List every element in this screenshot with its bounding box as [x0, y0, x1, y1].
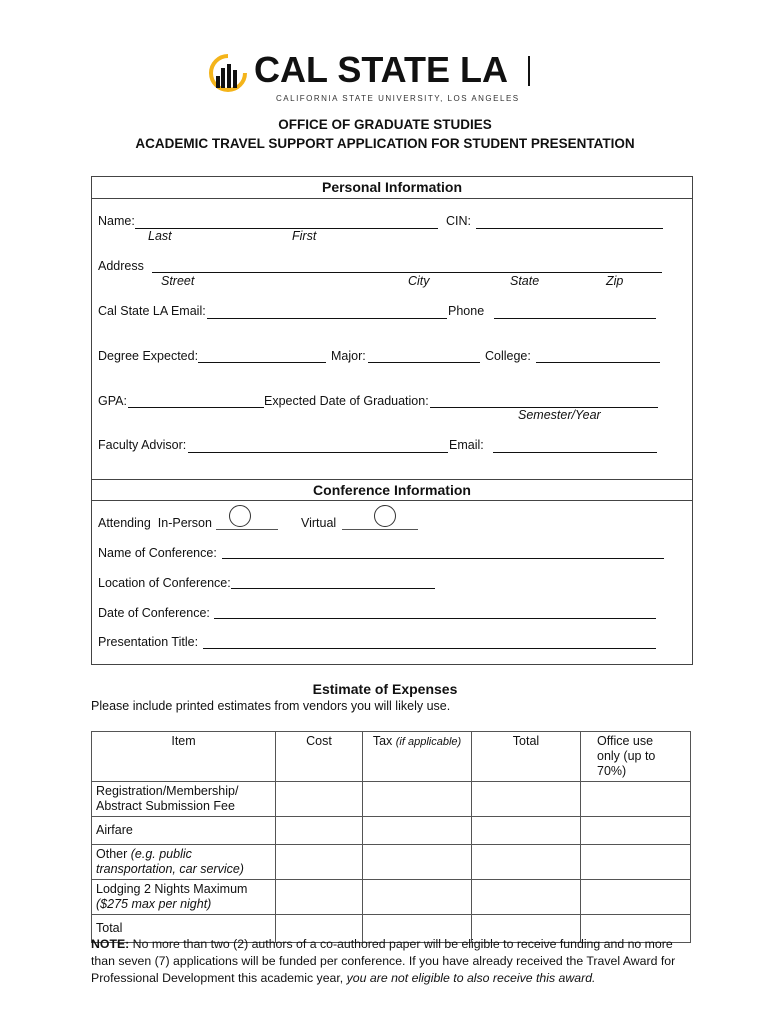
- note-label: NOTE:: [91, 937, 130, 951]
- office-cell: [581, 782, 691, 817]
- tax-cell[interactable]: [363, 880, 472, 915]
- cost-cell[interactable]: [276, 880, 363, 915]
- note-text: No more than two (2) authors of a co-authored paper will be eligible to receive funding and no more than seven (7) applications will be funded per conference. If you have already received the Travel Award for Professional Development this academic year,: [91, 937, 679, 985]
- row-airfare: Airfare: [92, 817, 276, 845]
- address-label: Address: [98, 259, 144, 273]
- in-person-radio[interactable]: [229, 505, 251, 527]
- row-other-note: (e.g. public transportation, car service): [96, 847, 244, 876]
- presentation-title-label: Presentation Title:: [98, 635, 199, 649]
- cost-cell[interactable]: [276, 845, 363, 880]
- email-label: Cal State LA Email:: [98, 304, 206, 318]
- cin-label: CIN:: [446, 214, 471, 228]
- tax-cell[interactable]: [363, 782, 472, 817]
- virtual-label: Virtual: [301, 516, 337, 530]
- address-field[interactable]: [152, 272, 662, 273]
- row-lodging: [92, 880, 276, 915]
- virtual-radio[interactable]: [374, 505, 396, 527]
- row-other: [92, 845, 276, 880]
- expenses-instruction: Please include printed estimates from vendors you will likely use.: [91, 699, 451, 713]
- advisor-field[interactable]: [188, 452, 448, 453]
- brand-name: CAL STATE LA: [254, 49, 508, 90]
- total-cell[interactable]: [472, 817, 581, 845]
- form-title: ACADEMIC TRAVEL SUPPORT APPLICATION FOR STUDENT PRESENTATION: [135, 136, 635, 151]
- row-lodging-label: Lodging 2 Nights Maximum: [96, 882, 248, 896]
- conference-top-divider: [91, 479, 693, 480]
- phone-label: Phone: [448, 304, 485, 318]
- first-hint: First: [292, 229, 317, 243]
- conference-section-title: Conference Information: [313, 482, 471, 498]
- conference-date-label: Date of Conference:: [98, 606, 210, 620]
- email-field[interactable]: [207, 318, 447, 319]
- gpa-field[interactable]: [128, 407, 264, 408]
- name-label: Name:: [98, 214, 135, 228]
- virtual-line: [342, 529, 418, 530]
- header-total: Total: [472, 732, 581, 782]
- graduation-label: Expected Date of Graduation:: [264, 394, 429, 408]
- expenses-table: [91, 731, 691, 943]
- office-cell: [581, 817, 691, 845]
- advisor-email-label: Email:: [449, 438, 484, 452]
- conference-title-divider: [91, 500, 693, 501]
- note-emphasis: you are not eligible to also receive this award.: [346, 971, 596, 985]
- presentation-title-field[interactable]: [203, 648, 656, 649]
- semester-hint: Semester/Year: [518, 408, 601, 422]
- table-row: [92, 880, 691, 915]
- table-row: [92, 845, 691, 880]
- major-field[interactable]: [368, 362, 480, 363]
- brand-tagline: CALIFORNIA STATE UNIVERSITY, LOS ANGELES: [276, 94, 520, 103]
- header-tax-note: (if applicable): [395, 736, 462, 748]
- major-label: Major:: [331, 349, 366, 363]
- degree-label: Degree Expected:: [98, 349, 199, 363]
- college-label: College:: [485, 349, 531, 363]
- funding-note: [91, 936, 691, 987]
- college-field[interactable]: [536, 362, 660, 363]
- header-office-use: Office use only (up to 70%): [581, 732, 691, 782]
- table-row: [92, 782, 691, 817]
- total-cell[interactable]: [472, 880, 581, 915]
- total-cell[interactable]: [472, 845, 581, 880]
- table-header-row: [92, 732, 691, 782]
- tax-cell[interactable]: [363, 845, 472, 880]
- degree-field[interactable]: [198, 362, 326, 363]
- advisor-email-field[interactable]: [493, 452, 657, 453]
- header-cost: Cost: [276, 732, 363, 782]
- advisor-label: Faculty Advisor:: [98, 438, 187, 452]
- state-hint: State: [510, 274, 540, 288]
- personal-section: [91, 176, 693, 665]
- row-total: Total: [92, 915, 276, 943]
- office-cell: [581, 880, 691, 915]
- street-hint: Street: [161, 274, 195, 288]
- personal-section-title: Personal Information: [321, 179, 463, 195]
- conference-location-label: Location of Conference:: [98, 576, 231, 590]
- zip-hint: Zip: [606, 274, 624, 288]
- cost-cell[interactable]: [276, 817, 363, 845]
- tax-cell[interactable]: [363, 817, 472, 845]
- conference-date-field[interactable]: [214, 618, 656, 619]
- header-tax-label: Tax: [372, 734, 393, 748]
- table-row: [92, 817, 691, 845]
- attending-label: Attending In-Person: [98, 516, 212, 530]
- gpa-label: GPA:: [98, 394, 127, 408]
- cost-cell[interactable]: [276, 782, 363, 817]
- phone-field[interactable]: [494, 318, 656, 319]
- row-lodging-note: ($275 max per night): [96, 897, 212, 911]
- sun-building-icon: [208, 52, 248, 98]
- office-title: OFFICE OF GRADUATE STUDIES: [278, 117, 492, 132]
- brand-divider: [528, 56, 530, 86]
- city-hint: City: [408, 274, 430, 288]
- row-registration: Registration/Membership/ Abstract Submission Fee: [92, 782, 276, 817]
- university-logo: [208, 48, 538, 108]
- conference-location-field[interactable]: [231, 588, 435, 589]
- name-field[interactable]: [135, 228, 438, 229]
- personal-title-divider: [91, 198, 693, 199]
- last-hint: Last: [148, 229, 172, 243]
- in-person-line: [216, 529, 278, 530]
- office-cell: [581, 845, 691, 880]
- expenses-title: Estimate of Expenses: [312, 681, 458, 697]
- conference-name-field[interactable]: [222, 558, 664, 559]
- header-tax: [363, 732, 472, 782]
- row-other-label: Other: [96, 847, 131, 861]
- header-item: Item: [92, 732, 276, 782]
- cin-field[interactable]: [476, 228, 663, 229]
- conference-name-label: Name of Conference:: [98, 546, 217, 560]
- total-cell[interactable]: [472, 782, 581, 817]
